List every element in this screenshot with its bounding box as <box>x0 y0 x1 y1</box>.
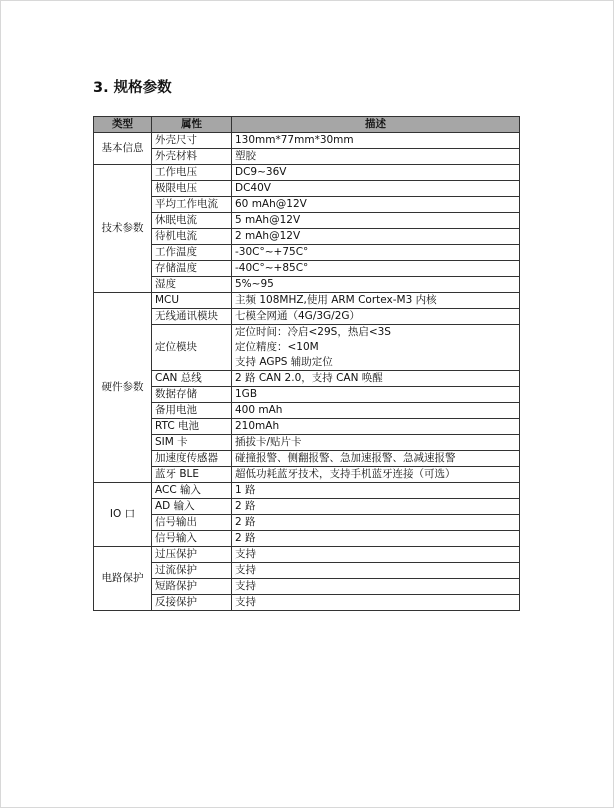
attribute-cell: AD 输入 <box>152 499 232 515</box>
attribute-cell: 外壳尺寸 <box>152 133 232 149</box>
table-row <box>94 403 520 419</box>
table-row <box>94 197 520 213</box>
description-line: 5%~95 <box>235 278 274 290</box>
attribute-cell: 过流保护 <box>152 563 232 579</box>
description-cell <box>232 387 520 403</box>
category-cell: IO 口 <box>94 483 152 547</box>
description-line: 支持 <box>235 564 256 576</box>
description-line: -30C°~+75C° <box>235 246 309 258</box>
description-line: 130mm*77mm*30mm <box>235 134 354 146</box>
attribute-cell: 信号输入 <box>152 531 232 547</box>
description-cell <box>232 165 520 181</box>
header-description: 描述 <box>232 117 520 133</box>
description-line: 210mAh <box>235 420 280 432</box>
description-line: 60 mAh@12V <box>235 198 307 210</box>
table-row <box>94 293 520 309</box>
attribute-cell: 无线通讯模块 <box>152 309 232 325</box>
description-line: 支持 <box>235 580 256 592</box>
table-row <box>94 371 520 387</box>
table-row <box>94 467 520 483</box>
table-row <box>94 277 520 293</box>
attribute-cell: 工作温度 <box>152 245 232 261</box>
header-type: 类型 <box>94 117 152 133</box>
table-row <box>94 165 520 181</box>
attribute-cell: 加速度传感器 <box>152 451 232 467</box>
description-cell <box>232 579 520 595</box>
table-row <box>94 245 520 261</box>
attribute-cell: SIM 卡 <box>152 435 232 451</box>
description-cell <box>232 149 520 165</box>
attribute-cell: 定位模块 <box>152 325 232 371</box>
attribute-cell: 备用电池 <box>152 403 232 419</box>
attribute-cell: 工作电压 <box>152 165 232 181</box>
category-cell: 技术参数 <box>94 165 152 293</box>
description-cell <box>232 229 520 245</box>
attribute-cell: ACC 输入 <box>152 483 232 499</box>
table-row <box>94 309 520 325</box>
description-line: 七模全网通（4G/3G/2G） <box>235 310 361 322</box>
description-line: 塑胶 <box>235 150 256 162</box>
description-cell <box>232 419 520 435</box>
attribute-cell: 短路保护 <box>152 579 232 595</box>
table-row <box>94 229 520 245</box>
description-cell <box>232 499 520 515</box>
table-row <box>94 261 520 277</box>
description-cell <box>232 181 520 197</box>
table-row <box>94 595 520 611</box>
table-row <box>94 499 520 515</box>
description-line: DC9~36V <box>235 166 287 178</box>
description-line: 支持 AGPS 辅助定位 <box>235 356 333 368</box>
description-cell <box>232 531 520 547</box>
header-row <box>94 117 520 133</box>
attribute-cell: 休眠电流 <box>152 213 232 229</box>
description-line: 主频 108MHZ,使用 ARM Cortex-M3 内核 <box>235 294 437 306</box>
table-row <box>94 149 520 165</box>
description-line: 1 路 <box>235 484 256 496</box>
description-line: 2 mAh@12V <box>235 230 301 242</box>
description-line: 400 mAh <box>235 404 283 416</box>
attribute-cell: 反接保护 <box>152 595 232 611</box>
description-line: 支持 <box>235 596 256 608</box>
attribute-cell: 湿度 <box>152 277 232 293</box>
attribute-cell: 存储温度 <box>152 261 232 277</box>
description-cell <box>232 451 520 467</box>
table-row <box>94 483 520 499</box>
description-cell <box>232 563 520 579</box>
description-cell <box>232 483 520 499</box>
table-row <box>94 547 520 563</box>
description-cell <box>232 245 520 261</box>
description-cell <box>232 435 520 451</box>
table-row <box>94 563 520 579</box>
description-cell <box>232 309 520 325</box>
description-cell <box>232 133 520 149</box>
spec-table-body <box>94 133 520 611</box>
description-line: 1GB <box>235 388 258 400</box>
table-row <box>94 515 520 531</box>
attribute-cell: 极限电压 <box>152 181 232 197</box>
description-cell <box>232 213 520 229</box>
description-cell <box>232 261 520 277</box>
table-row <box>94 531 520 547</box>
description-line: 定位时间：冷启<29S，热启<3S <box>235 326 391 338</box>
description-cell <box>232 197 520 213</box>
attribute-cell: 待机电流 <box>152 229 232 245</box>
attribute-cell: 过压保护 <box>152 547 232 563</box>
attribute-cell: 平均工作电流 <box>152 197 232 213</box>
description-cell <box>232 595 520 611</box>
description-line: 5 mAh@12V <box>235 214 301 226</box>
description-line: 2 路 CAN 2.0，支持 CAN 唤醒 <box>235 372 383 384</box>
attribute-cell: RTC 电池 <box>152 419 232 435</box>
description-cell <box>232 293 520 309</box>
description-line: 超低功耗蓝牙技术，支持手机蓝牙连接（可选） <box>235 468 456 480</box>
header-attribute: 属性 <box>152 117 232 133</box>
description-line: 2 路 <box>235 532 256 544</box>
attribute-cell: 蓝牙 BLE <box>152 467 232 483</box>
table-row <box>94 451 520 467</box>
attribute-cell: 数据存储 <box>152 387 232 403</box>
category-cell: 基本信息 <box>94 133 152 165</box>
description-line: 2 路 <box>235 516 256 528</box>
description-cell <box>232 515 520 531</box>
table-row <box>94 181 520 197</box>
attribute-cell: MCU <box>152 293 232 309</box>
description-line: 插拔卡/贴片卡 <box>235 436 302 448</box>
category-cell: 硬件参数 <box>94 293 152 483</box>
table-row <box>94 325 520 371</box>
table-row <box>94 387 520 403</box>
table-row <box>94 133 520 149</box>
description-cell <box>232 547 520 563</box>
description-cell <box>232 371 520 387</box>
attribute-cell: CAN 总线 <box>152 371 232 387</box>
table-row <box>94 419 520 435</box>
description-cell <box>232 277 520 293</box>
attribute-cell: 外壳材料 <box>152 149 232 165</box>
table-row <box>94 435 520 451</box>
description-line: DC40V <box>235 182 271 194</box>
description-line: 支持 <box>235 548 256 560</box>
attribute-cell: 信号输出 <box>152 515 232 531</box>
spec-table <box>93 116 520 611</box>
section-heading: 3. 规格参数 <box>93 80 172 96</box>
description-cell <box>232 325 520 371</box>
description-line: -40C°~+85C° <box>235 262 309 274</box>
category-cell: 电路保护 <box>94 547 152 611</box>
description-cell <box>232 403 520 419</box>
table-row <box>94 213 520 229</box>
description-line: 定位精度：<10M <box>235 341 319 353</box>
description-line: 碰撞报警、侧翻报警、急加速报警、急减速报警 <box>235 452 456 464</box>
table-row <box>94 579 520 595</box>
description-line: 2 路 <box>235 500 256 512</box>
description-cell <box>232 467 520 483</box>
